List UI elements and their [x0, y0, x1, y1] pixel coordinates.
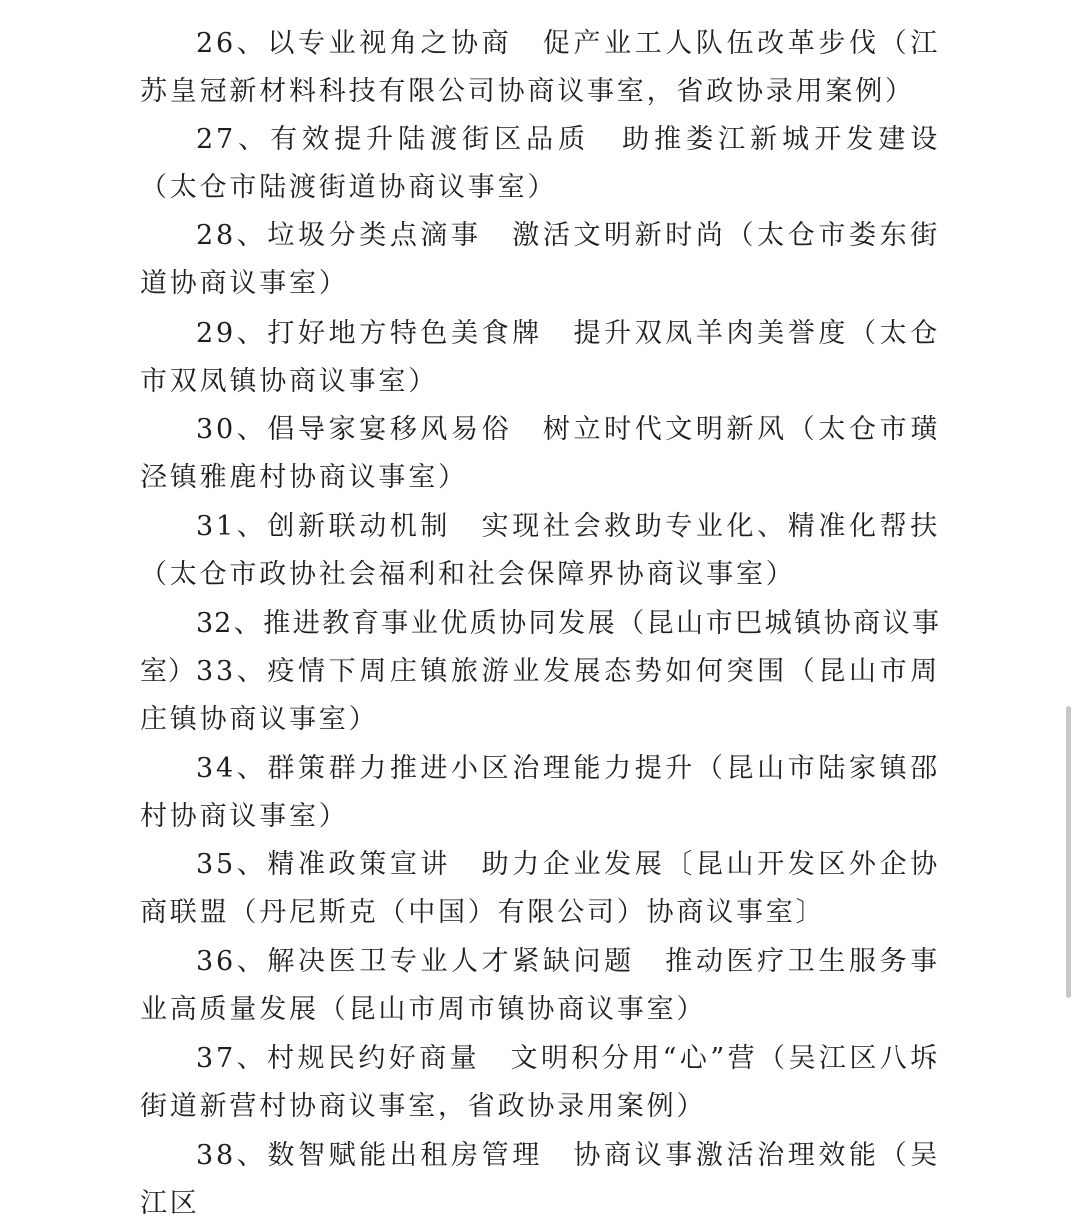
list-item-32: 32、推进教育事业优质协同发展（昆山市巴城镇协商议事室） — [140, 608, 940, 687]
list-item-27: 27、有效提升陆渡街区品质 助推娄江新城开发建设（太仓市陆渡街道协商议事室） — [140, 124, 940, 203]
list-item-28: 28、垃圾分类点滴事 激活文明新时尚（太仓市娄东街道协商议事室） — [140, 220, 940, 299]
list-item-31: 31、创新联动机制 实现社会救助专业化、精准化帮扶（太仓市政协社会福利和社会保障界协商议事室） — [140, 511, 940, 590]
list-item-26: 26、以专业视角之协商 促产业工人队伍改革步伐（江苏皇冠新材料科技有限公司协商议事室，省政协录用案例） — [140, 28, 940, 107]
list-item-29: 29、打好地方特色美食牌 提升双凤羊肉美誉度（太仓市双凤镇协商议事室） — [140, 318, 940, 397]
list-item-36: 36、解决医卫专业人才紧缺问题 推动医疗卫生服务事业高质量发展（昆山市周市镇协商议事室） — [140, 946, 940, 1025]
list-item-34: 34、群策群力推进小区治理能力提升（昆山市陆家镇邵村协商议事室） — [140, 753, 940, 832]
list-item-30: 30、倡导家宴移风易俗 树立时代文明新风（太仓市璜泾镇雅鹿村协商议事室） — [140, 414, 940, 493]
list-item-38: 38、数智赋能出租房管理 协商议事激活治理效能（吴江区 — [140, 1140, 940, 1219]
list-item-37: 37、村规民约好商量 文明积分用“心”营（吴江区八坼街道新营村协商议事室，省政协录用案例） — [140, 1043, 940, 1122]
vertical-scrollbar[interactable] — [1066, 706, 1071, 998]
list-item-33: 33、疫情下周庄镇旅游业发展态势如何突围（昆山市周庄镇协商议事室） — [140, 656, 940, 735]
list-item-35: 35、精准政策宣讲 助力企业发展〔昆山开发区外企协商联盟（丹尼斯克（中国）有限公司）协商议事室〕 — [140, 849, 940, 928]
